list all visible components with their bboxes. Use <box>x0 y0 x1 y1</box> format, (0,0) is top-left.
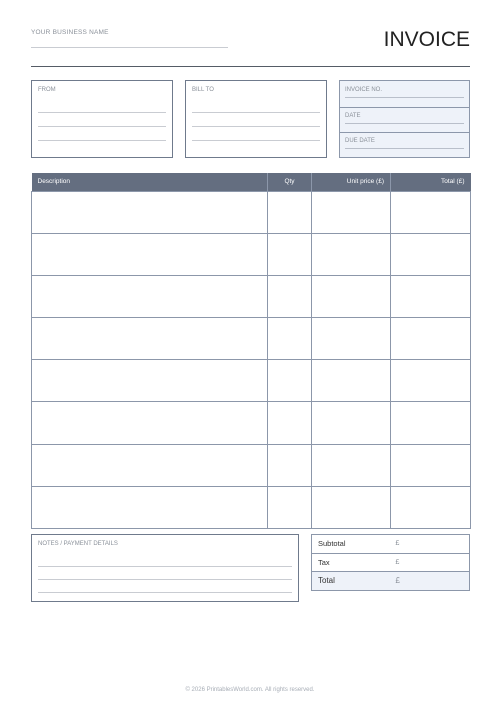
business-name-label: YOUR BUSINESS NAME <box>31 29 109 36</box>
notes-line[interactable] <box>38 592 292 593</box>
description-cell[interactable] <box>32 402 268 444</box>
qty-cell[interactable] <box>268 360 312 402</box>
table-row <box>32 191 471 233</box>
subtotal-value[interactable]: £ <box>390 535 470 554</box>
qty-cell[interactable] <box>268 402 312 444</box>
table-row <box>32 233 471 275</box>
subtotal-label: Subtotal <box>312 535 390 554</box>
header-divider <box>31 66 470 67</box>
table-row <box>32 444 471 486</box>
column-header-qty: Qty <box>268 173 312 191</box>
total-cell[interactable] <box>391 486 471 528</box>
description-cell[interactable] <box>32 486 268 528</box>
table-header-row <box>32 173 471 191</box>
total-cell[interactable] <box>391 191 471 233</box>
description-cell[interactable] <box>32 191 268 233</box>
column-header-unit-price: Unit price (£) <box>312 173 391 191</box>
due-date-label: DUE DATE <box>345 138 375 144</box>
bill-to-line[interactable] <box>192 112 320 113</box>
unit-price-cell[interactable] <box>312 486 391 528</box>
totals-table <box>311 534 470 591</box>
line-items-table <box>31 173 471 529</box>
invoice-number-field[interactable] <box>345 87 464 93</box>
table-row <box>32 318 471 360</box>
total-cell[interactable] <box>391 318 471 360</box>
total-cell[interactable] <box>391 233 471 275</box>
bill-to-label: BILL TO <box>192 87 214 93</box>
unit-price-cell[interactable] <box>312 360 391 402</box>
total-cell[interactable] <box>391 360 471 402</box>
from-box[interactable] <box>31 80 173 158</box>
from-line[interactable] <box>38 140 166 141</box>
business-name-line[interactable] <box>31 47 228 48</box>
total-cell[interactable] <box>391 275 471 317</box>
description-cell[interactable] <box>32 233 268 275</box>
total-cell[interactable] <box>391 402 471 444</box>
table-row <box>32 275 471 317</box>
description-cell[interactable] <box>32 318 268 360</box>
description-cell[interactable] <box>32 444 268 486</box>
unit-price-cell[interactable] <box>312 233 391 275</box>
qty-cell[interactable] <box>268 191 312 233</box>
invoice-title: INVOICE <box>383 28 470 51</box>
unit-price-cell[interactable] <box>312 402 391 444</box>
qty-cell[interactable] <box>268 444 312 486</box>
qty-cell[interactable] <box>268 275 312 317</box>
table-row <box>32 486 471 528</box>
line-items-body <box>32 191 471 529</box>
table-row <box>32 360 471 402</box>
table-row <box>32 402 471 444</box>
footer-copyright: © 2026 PrintablesWorld.com. All rights reserved. <box>185 687 315 693</box>
bill-to-line[interactable] <box>192 140 320 141</box>
notes-label: NOTES / PAYMENT DETAILS <box>38 541 118 547</box>
tax-value[interactable]: £ <box>390 553 470 572</box>
from-line[interactable] <box>38 112 166 113</box>
qty-cell[interactable] <box>268 486 312 528</box>
total-cell[interactable] <box>391 444 471 486</box>
unit-price-cell[interactable] <box>312 275 391 317</box>
total-row <box>312 572 470 591</box>
due-date-field[interactable] <box>345 138 464 144</box>
total-value[interactable]: £ <box>390 572 470 591</box>
column-header-description: Description <box>32 173 268 191</box>
date-field[interactable] <box>345 113 464 119</box>
qty-cell[interactable] <box>268 233 312 275</box>
bill-to-box[interactable] <box>185 80 327 158</box>
unit-price-cell[interactable] <box>312 318 391 360</box>
tax-label: Tax <box>312 553 390 572</box>
date-label: DATE <box>345 113 361 119</box>
unit-price-cell[interactable] <box>312 444 391 486</box>
description-cell[interactable] <box>32 360 268 402</box>
bill-to-line[interactable] <box>192 126 320 127</box>
column-header-total: Total (£) <box>391 173 471 191</box>
description-cell[interactable] <box>32 275 268 317</box>
from-line[interactable] <box>38 126 166 127</box>
unit-price-cell[interactable] <box>312 191 391 233</box>
from-label: FROM <box>38 87 56 93</box>
meta-separator <box>340 132 469 133</box>
notes-box[interactable] <box>31 534 299 602</box>
qty-cell[interactable] <box>268 318 312 360</box>
notes-line[interactable] <box>38 566 292 567</box>
tax-row <box>312 553 470 572</box>
total-label: Total <box>312 572 390 591</box>
notes-line[interactable] <box>38 579 292 580</box>
subtotal-row <box>312 535 470 554</box>
invoice-number-label: INVOICE NO. <box>345 87 383 93</box>
invoice-meta-box <box>339 80 470 158</box>
meta-separator <box>340 107 469 108</box>
